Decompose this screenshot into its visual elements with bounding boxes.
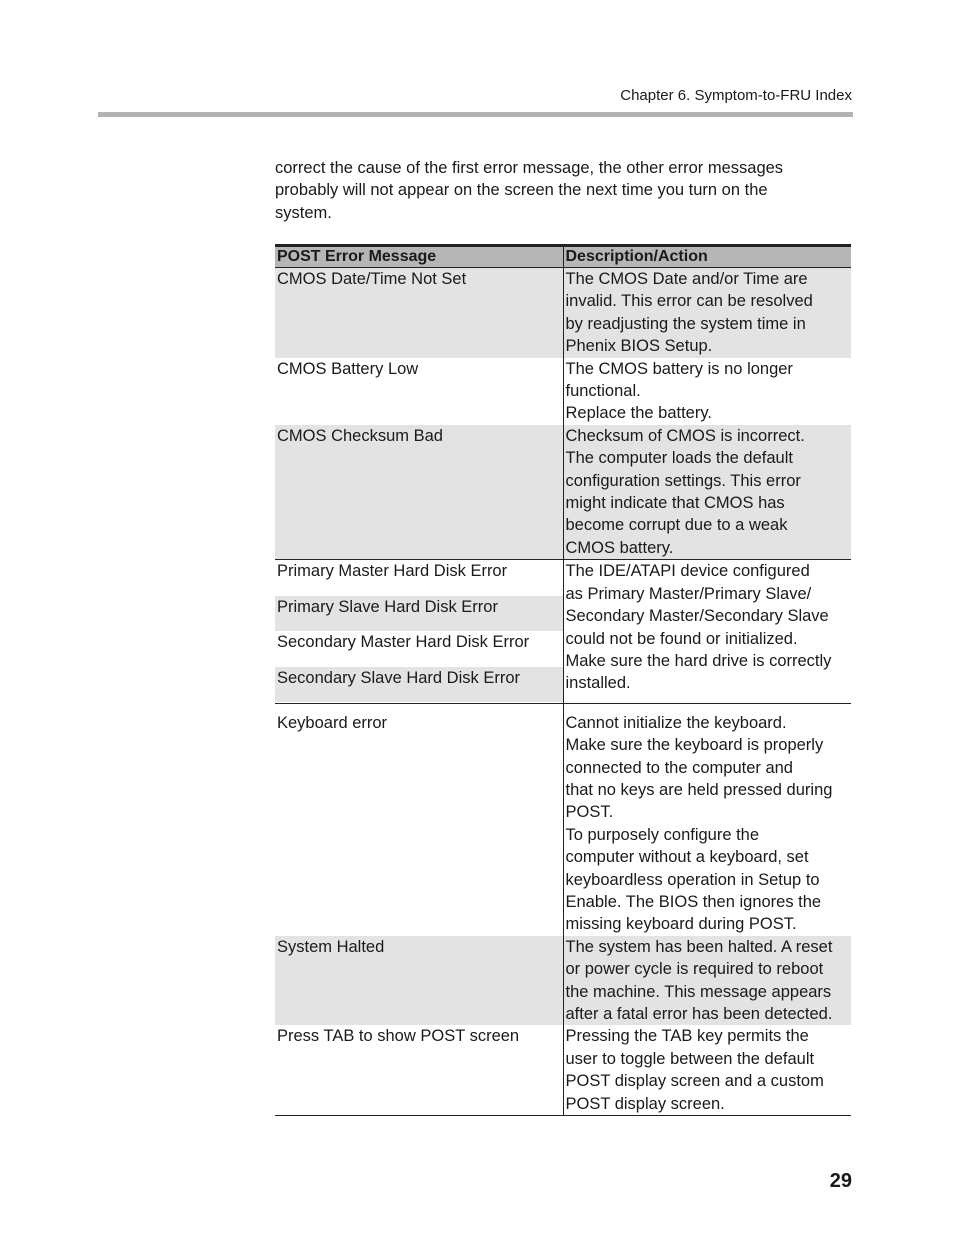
description-line: the machine. This message appears — [565, 982, 832, 1001]
description-line: functional. — [565, 382, 641, 401]
table-row — [275, 1025, 851, 1115]
page-number: 29 — [829, 1170, 852, 1192]
error-message-cell: CMOS Checksum Bad — [275, 425, 563, 560]
description-line: or power cycle is required to reboot — [565, 960, 824, 979]
intro-line: probably will not appear on the screen the next time you turn on the — [275, 181, 768, 200]
intro-paragraph — [275, 157, 835, 224]
description-line: Make sure the hard drive is correctly — [565, 651, 832, 670]
error-message-group-cell — [275, 560, 563, 703]
description-line: keyboardless operation in Setup to — [565, 870, 820, 889]
intro-line: system. — [275, 203, 332, 222]
intro-line: correct the cause of the first error message, the other error messages — [275, 159, 784, 177]
description-line: invalid. This error can be resolved — [565, 292, 813, 311]
description-line: Cannot initialize the keyboard. — [565, 713, 787, 732]
description-cell — [563, 936, 851, 1026]
description-line: To purposely configure the — [565, 825, 760, 844]
error-message-item: Secondary Slave Hard Disk Error — [275, 667, 563, 703]
table-row — [275, 425, 851, 560]
column-header-description: Description/Action — [563, 246, 851, 268]
error-message-item: Primary Slave Hard Disk Error — [275, 596, 563, 632]
table-header-row — [275, 246, 851, 268]
description-line: connected to the computer and — [565, 758, 793, 777]
description-line: The CMOS Date and/or Time are — [565, 270, 808, 288]
error-message-cell: Press TAB to show POST screen — [275, 1025, 563, 1115]
description-line: Pressing the TAB key permits the — [565, 1027, 809, 1046]
description-line: become corrupt due to a weak — [565, 516, 788, 535]
error-message-item: Primary Master Hard Disk Error — [277, 562, 508, 581]
error-message-cell: CMOS Date/Time Not Set — [275, 268, 563, 358]
table-row — [275, 560, 851, 703]
description-cell — [563, 268, 851, 358]
description-line: user to toggle between the default — [565, 1049, 815, 1068]
description-line: as Primary Master/Primary Slave/ — [565, 584, 812, 603]
post-error-table — [275, 244, 851, 1116]
description-line: Enable. The BIOS then ignores the — [565, 892, 822, 911]
description-line: configuration settings. This error — [565, 471, 801, 490]
description-line: missing keyboard during POST. — [565, 915, 797, 934]
description-line: might indicate that CMOS has — [565, 494, 785, 513]
description-line: The system has been halted. A reset — [565, 937, 833, 956]
table-row — [275, 703, 851, 936]
description-line: Make sure the keyboard is properly — [565, 736, 824, 755]
table-row — [275, 268, 851, 358]
description-line: could not be found or initialized. — [565, 629, 798, 648]
description-cell — [563, 358, 851, 425]
description-line: Phenix BIOS Setup. — [565, 337, 713, 356]
description-line: installed. — [565, 674, 631, 693]
header-rule — [98, 112, 853, 117]
description-line: CMOS battery. — [565, 538, 674, 557]
description-line: computer without a keyboard, set — [565, 848, 809, 867]
description-line: The IDE/ATAPI device configured — [565, 562, 810, 581]
description-line: after a fatal error has been detected. — [565, 1005, 833, 1023]
table-row — [275, 358, 851, 425]
running-head: Chapter 6. Symptom-to-FRU Index — [620, 87, 852, 104]
description-line: by readjusting the system time in — [565, 314, 806, 333]
description-line: Secondary Master/Secondary Slave — [565, 607, 829, 626]
description-line: The computer loads the default — [565, 449, 793, 468]
error-message-cell: System Halted — [275, 936, 563, 1026]
error-message-cell: CMOS Battery Low — [277, 359, 419, 378]
description-cell — [563, 703, 851, 936]
description-line: POST. — [565, 803, 614, 822]
error-message-item: Secondary Master Hard Disk Error — [277, 633, 530, 652]
description-line: POST display screen and a custom — [565, 1072, 824, 1091]
description-line: Replace the battery. — [565, 404, 712, 423]
description-line: The CMOS battery is no longer — [565, 359, 793, 378]
description-cell — [563, 425, 851, 560]
error-message-cell: Keyboard error — [277, 713, 388, 732]
column-header-message: POST Error Message — [275, 246, 563, 268]
description-cell — [563, 560, 851, 703]
table-row — [275, 936, 851, 1026]
description-line: that no keys are held pressed during — [565, 780, 833, 799]
description-line: Checksum of CMOS is incorrect. — [565, 426, 805, 445]
description-line: POST display screen. — [565, 1094, 725, 1113]
description-cell — [563, 1025, 851, 1115]
